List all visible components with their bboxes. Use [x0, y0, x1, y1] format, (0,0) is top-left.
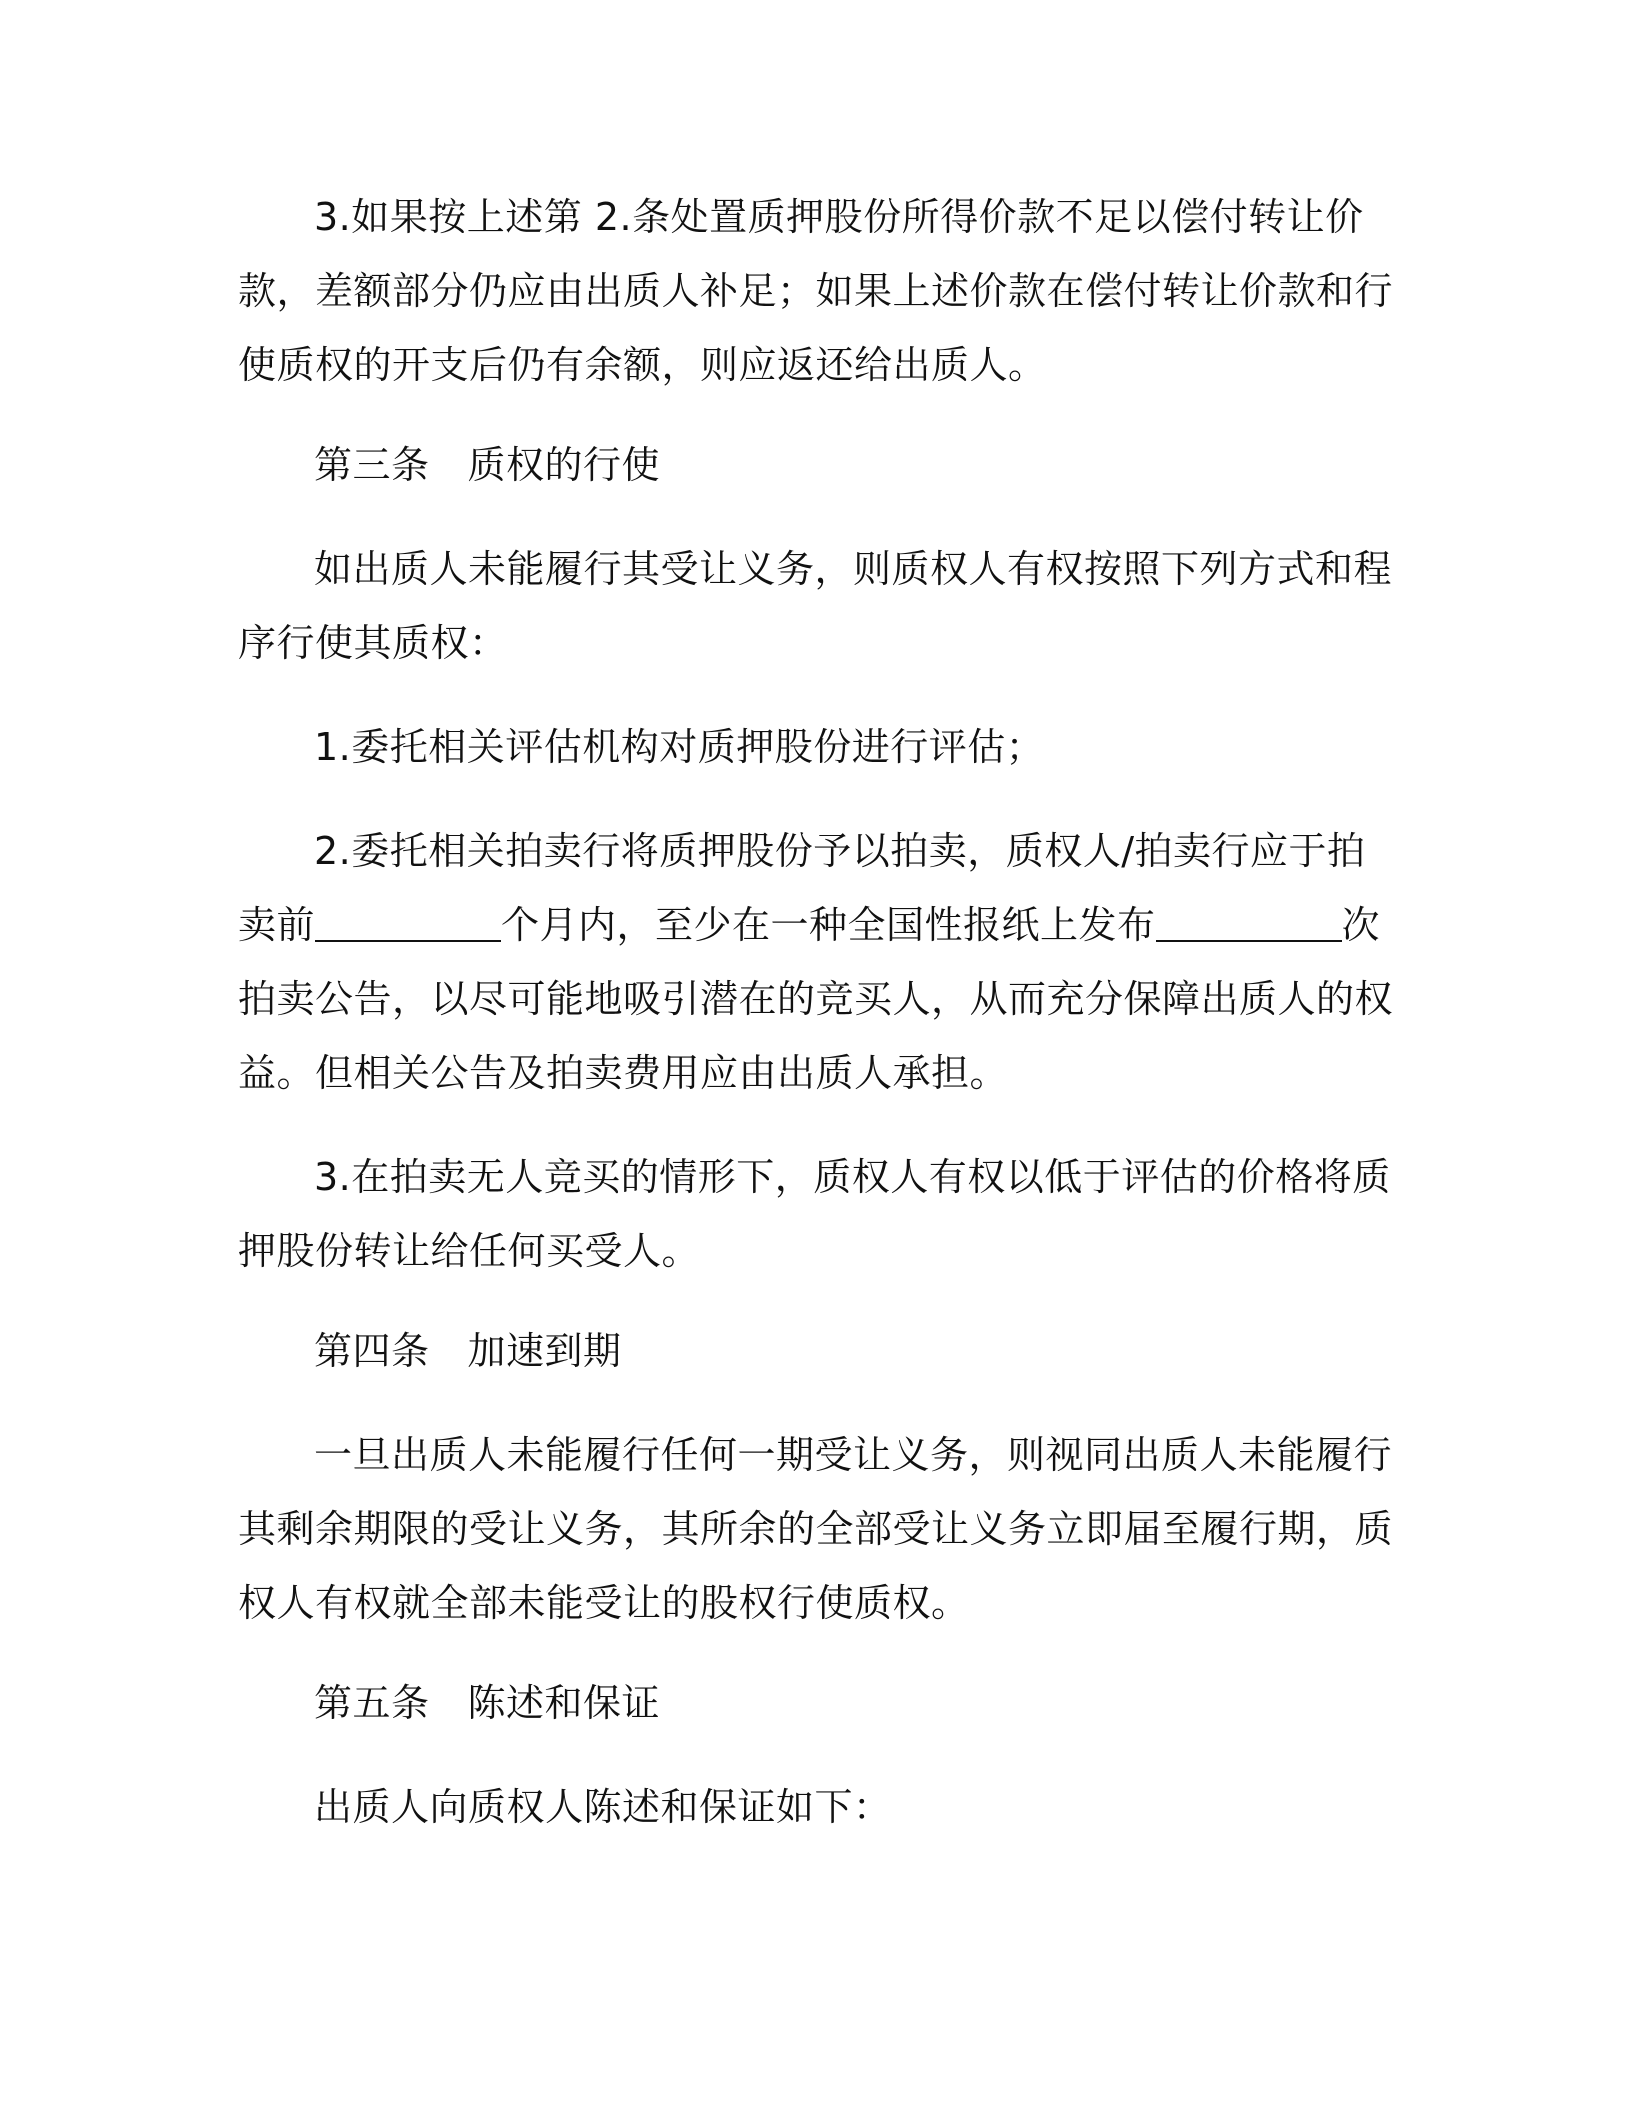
article-5-heading	[238, 1666, 1398, 1740]
item-2-text-c: 次拍卖公告，以尽可能地吸引潜在的竞买人，从而充分保障出质人的权益。但相关公告及拍卖费用应由出质人承担。	[238, 903, 1394, 1095]
paragraph-article-3-item-3: 3.在拍卖无人竞买的情形下，质权人有权以低于评估的价格将质押股份转让给任何买受人。	[238, 1155, 1391, 1273]
article-4-number: 第四条	[314, 1329, 430, 1373]
article-5-number: 第五条	[314, 1681, 430, 1725]
paragraph-article-3-item-1: 1.委托相关评估机构对质押股份进行评估；	[314, 725, 1045, 769]
paragraph-article-4: 一旦出质人未能履行任何一期受让义务，则视同出质人未能履行其剩余期限的受让义务，其所余的全部受让义务立即届至履行期，质权人有权就全部未能受让的股权行使质权。	[238, 1433, 1394, 1625]
document-body	[238, 180, 1398, 1844]
item-2-text-b: 个月内，至少在一种全国性报纸上发布	[501, 903, 1156, 947]
months-blank-field	[315, 900, 501, 942]
paragraph-clause-2-item-3: 3.如果按上述第 2.条处置质押股份所得价款不足以偿付转让价款，差额部分仍应由出质人补足；如果上述价款在偿付转让价款和行使质权的开支后仍有余额，则应返还给出质人。	[238, 195, 1394, 387]
article-3-title: 质权的行使	[467, 443, 661, 487]
times-blank-field	[1156, 900, 1342, 942]
paragraph-article-5-intro: 出质人向质权人陈述和保证如下：	[314, 1785, 892, 1829]
paragraph-article-3-item-2	[238, 814, 1398, 1110]
item-2-text-a: 2.委托相关拍卖行将质押股份予以拍卖，质权人/拍卖行应于拍卖前	[238, 829, 1366, 947]
article-4-heading	[238, 1314, 1398, 1388]
article-5-title: 陈述和保证	[467, 1681, 661, 1725]
article-3-heading	[238, 428, 1398, 502]
article-3-number: 第三条	[314, 443, 430, 487]
paragraph-article-3-intro: 如出质人未能履行其受让义务，则质权人有权按照下列方式和程序行使其质权：	[238, 547, 1393, 665]
article-4-title: 加速到期	[467, 1329, 622, 1373]
